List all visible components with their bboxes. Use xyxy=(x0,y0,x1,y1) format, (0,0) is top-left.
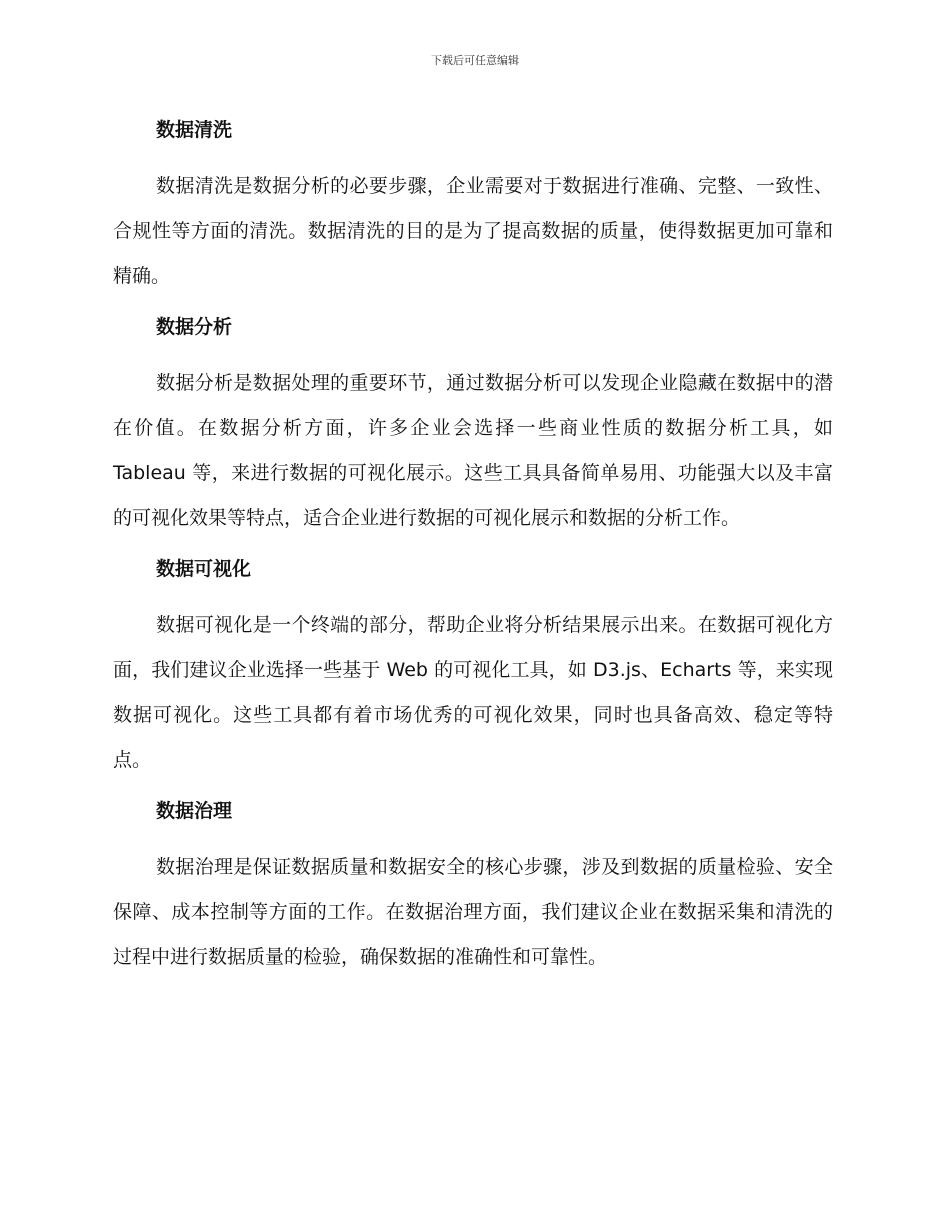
section-heading: 数据治理 xyxy=(156,800,233,822)
document-body xyxy=(113,112,833,990)
section-heading: 数据清洗 xyxy=(156,119,233,141)
section-data-governance xyxy=(113,793,833,980)
section-paragraph: 数据分析是数据处理的重要环节，通过数据分析可以发现企业隐藏在数据中的潜在价值。在数据分析方面，许多企业会选择一些商业性质的数据分析工具，如 Tableau 等，来进行数据的可视化展示。这些工具具备简单易用、功能强大以及丰富的可视化效果等特点，适合企业进行数据的可视化展示和数据的分析工作。 xyxy=(113,372,833,529)
section-data-analysis xyxy=(113,309,833,541)
section-paragraph: 数据治理是保证数据质量和数据安全的核心步骤，涉及到数据的质量检验、安全保障、成本控制等方面的工作。在数据治理方面，我们建议企业在数据采集和清洗的过程中进行数据质量的检验，确保数据的准确性和可靠性。 xyxy=(113,856,833,968)
section-heading: 数据可视化 xyxy=(156,558,252,580)
section-data-cleaning xyxy=(113,112,833,299)
section-paragraph: 数据可视化是一个终端的部分，帮助企业将分析结果展示出来。在数据可视化方面，我们建议企业选择一些基于 Web 的可视化工具，如 D3.js、Echarts 等，来实现数据可视化。这些工具都有着市场优秀的可视化效果，同时也具备高效、稳定等特点。 xyxy=(113,614,833,771)
section-data-visualization xyxy=(113,551,833,783)
section-heading: 数据分析 xyxy=(156,316,233,338)
section-paragraph: 数据清洗是数据分析的必要步骤，企业需要对于数据进行准确、完整、一致性、合规性等方面的清洗。数据清洗的目的是为了提高数据的质量，使得数据更加可靠和精确。 xyxy=(113,175,833,287)
page-header: 下载后可任意编辑 xyxy=(431,54,519,67)
